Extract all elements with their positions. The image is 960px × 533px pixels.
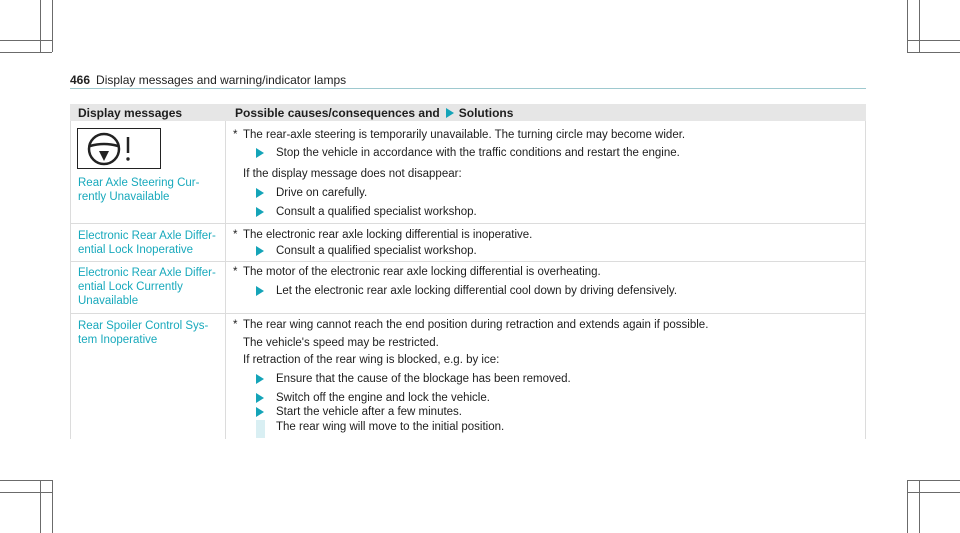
crop-mark xyxy=(0,52,52,53)
step-arrow-icon xyxy=(256,393,264,403)
step-arrow-icon xyxy=(256,207,264,217)
crop-mark xyxy=(0,492,52,493)
solution-step xyxy=(261,186,367,201)
note-text: The vehicle's speed may be restricted. xyxy=(243,337,439,349)
message-line: rently Unavailable xyxy=(78,191,170,203)
footnote-star: * xyxy=(233,319,238,331)
page-number: 466 xyxy=(70,73,91,87)
message-line: Rear Axle Steering Cur- xyxy=(78,177,200,189)
solution-step xyxy=(261,405,504,435)
step-arrow-icon xyxy=(256,407,264,417)
crop-mark xyxy=(919,0,920,52)
solution-step xyxy=(261,284,677,299)
crop-mark xyxy=(907,480,960,481)
cause-text: The rear-axle steering is temporarily unavailable. The turning circle may become wider. xyxy=(243,129,686,141)
cause-text: The rear wing cannot reach the end position during retraction and extends again if possible. xyxy=(243,319,709,331)
step-arrow-icon xyxy=(256,188,264,198)
crop-mark xyxy=(907,492,960,493)
message-line: ential Lock Currently xyxy=(78,281,183,293)
solution-step xyxy=(261,244,477,259)
crop-mark xyxy=(907,480,908,533)
step-arrow-icon xyxy=(256,286,264,296)
display-message xyxy=(78,319,208,347)
cause-item xyxy=(233,318,853,333)
display-message xyxy=(78,176,199,204)
column-heading-causes xyxy=(235,106,513,120)
header-divider xyxy=(70,88,866,89)
step-text: Switch off the engine and lock the vehicle. xyxy=(276,392,490,404)
crop-mark xyxy=(0,480,52,481)
column-heading-solutions-text: Solutions xyxy=(458,106,514,120)
column-heading-causes-text: Possible causes/consequences and xyxy=(235,106,440,120)
solution-arrow-icon xyxy=(446,108,454,118)
note-text: If the display message does not disappear: xyxy=(243,168,462,180)
step-text: Stop the vehicle in accordance with the traffic conditions and restart the engine. xyxy=(276,147,680,159)
step-text: Let the electronic rear axle locking differential cool down by driving defensively. xyxy=(276,285,678,297)
step-arrow-icon xyxy=(256,148,264,158)
cause-item xyxy=(233,228,853,243)
row-divider xyxy=(70,261,866,262)
crop-mark xyxy=(52,0,53,52)
message-line: Rear Spoiler Control Sys- xyxy=(78,320,209,332)
solution-step xyxy=(261,146,680,161)
footnote-star: * xyxy=(233,266,238,278)
step-arrow-icon xyxy=(256,374,264,384)
table-header xyxy=(70,104,866,121)
footnote-star: * xyxy=(233,229,238,241)
message-line: Electronic Rear Axle Differ- xyxy=(78,267,216,279)
table-column-divider xyxy=(225,121,226,439)
solution-step xyxy=(261,205,477,220)
note-text: If retraction of the rear wing is blocked, e.g. by ice: xyxy=(243,354,500,366)
page-header-title: Display messages and warning/indicator lamps xyxy=(96,73,347,87)
row-divider xyxy=(70,313,866,314)
rear-axle-steering-warning-icon xyxy=(77,128,161,169)
solution-step xyxy=(261,372,571,387)
message-line: tem Inoperative xyxy=(78,334,158,346)
crop-mark xyxy=(52,480,53,533)
table-border-right xyxy=(865,121,866,439)
solution-step xyxy=(261,391,490,406)
message-line: Electronic Rear Axle Differ- xyxy=(78,230,216,242)
display-message xyxy=(78,229,216,257)
step-result-text: The rear wing will move to the initial position. xyxy=(276,421,505,433)
cause-text: The electronic rear axle locking differential is inoperative. xyxy=(243,229,533,241)
crop-mark xyxy=(919,480,920,533)
crop-mark xyxy=(0,40,52,41)
crop-mark xyxy=(40,0,41,52)
row-divider xyxy=(70,223,866,224)
step-text: Ensure that the cause of the blockage has been removed. xyxy=(276,373,571,385)
page-header xyxy=(70,73,346,87)
message-line: Unavailable xyxy=(78,295,139,307)
crop-mark xyxy=(907,0,908,52)
crop-mark xyxy=(907,52,960,53)
steering-wheel-warning-icon xyxy=(78,129,162,170)
step-text: Consult a qualified specialist workshop. xyxy=(276,206,477,218)
footnote-star: * xyxy=(233,129,238,141)
message-line: ential Lock Inoperative xyxy=(78,244,194,256)
column-heading-messages: Display messages xyxy=(78,106,183,120)
step-text: Start the vehicle after a few minutes. xyxy=(276,406,463,418)
step-arrow-icon xyxy=(256,246,264,256)
cause-text: The motor of the electronic rear axle locking differential is overheating. xyxy=(243,266,601,278)
step-text: Drive on carefully. xyxy=(276,187,368,199)
step-text: Consult a qualified specialist workshop. xyxy=(276,245,477,257)
display-message xyxy=(78,266,216,308)
cause-item xyxy=(233,265,853,280)
cause-item xyxy=(233,128,853,143)
table-border-left xyxy=(70,121,71,439)
crop-mark xyxy=(907,40,960,41)
crop-mark xyxy=(40,480,41,533)
